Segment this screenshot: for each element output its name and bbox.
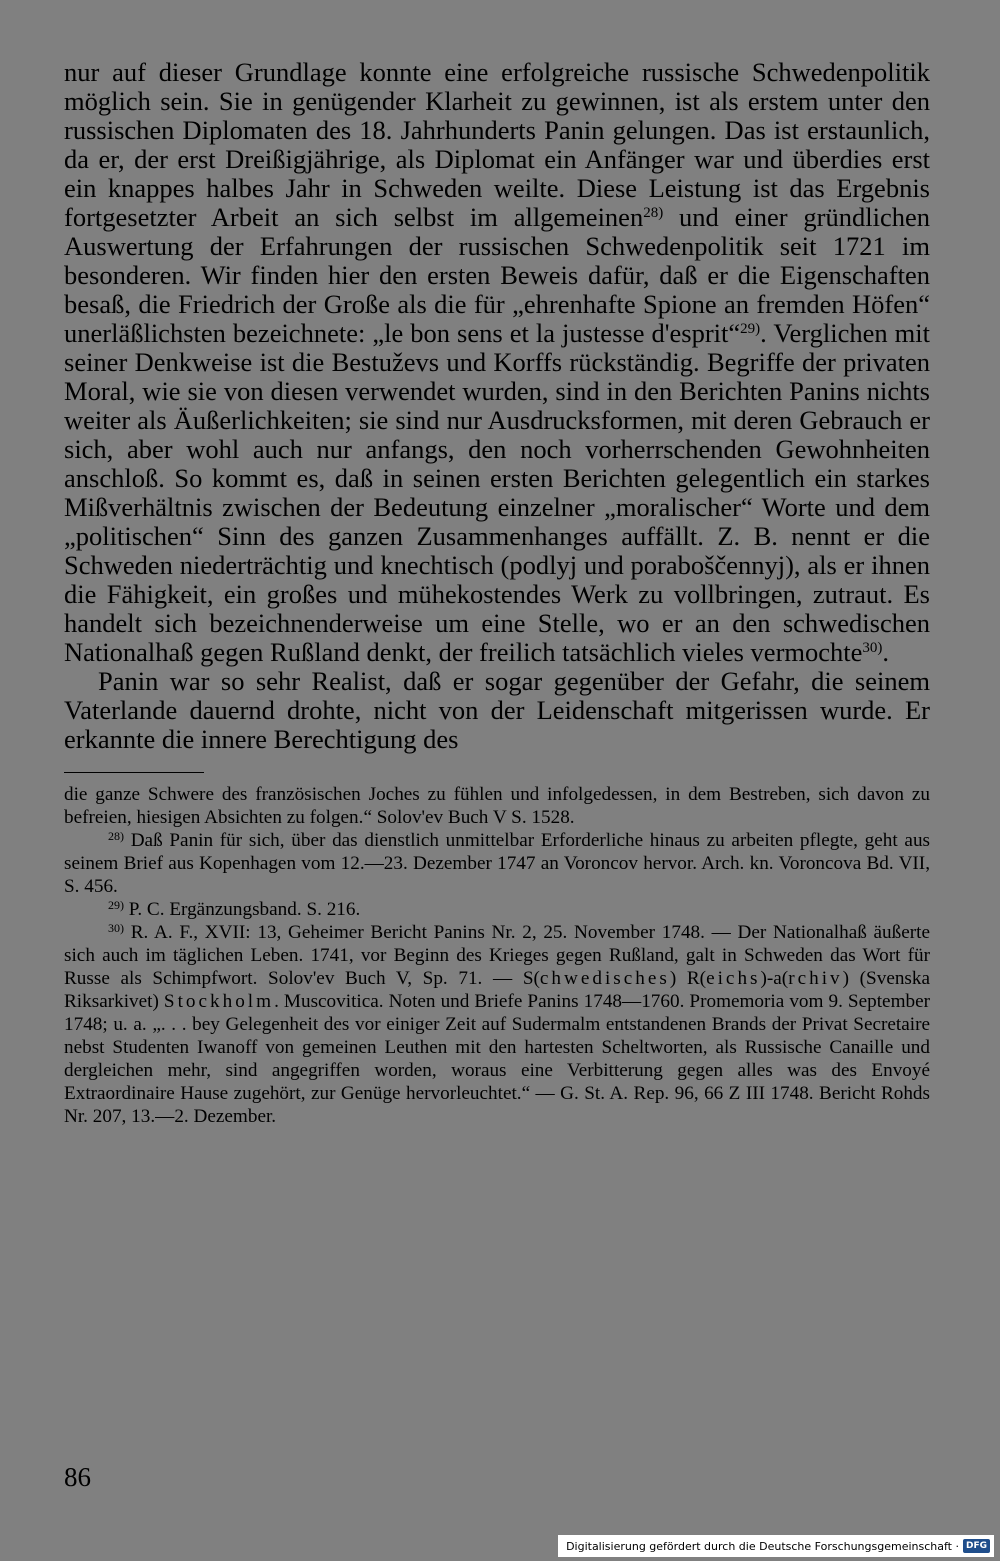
paragraph-text: und einer gründlichen Auswertung der Erfahrungen der russischen Schwedenpolitik seit 1721 im besonderen. Wir finden hier den ersten Beweis dafür, daß er die Eigenschaften besaß, die Friedrich der Große als die für „ehrenhafte Spione an fremden Höfen“ unerläßlichsten bezeichnete: „le bon sens et la justesse d'esprit“ xyxy=(64,202,930,348)
paragraph: Panin war so sehr Realist, daß er sogar gegenüber der Gefahr, die seinem Vaterlande dauernd drohte, nicht von der Leidenschaft mitgerissen wurde. Er erkannte die innere Berechtigung des xyxy=(64,666,930,754)
spaced-text: Stockholm xyxy=(163,991,275,1012)
footnote-29 xyxy=(64,898,930,921)
page-content xyxy=(64,58,930,1128)
footnote-28 xyxy=(64,829,930,898)
spaced-text: chwedisches xyxy=(539,968,670,989)
footnote-text: )-a( xyxy=(760,968,789,989)
footnote-text: ) R( xyxy=(669,968,707,989)
footnote-divider xyxy=(64,772,204,773)
dfg-logo-icon: DFG xyxy=(963,1539,990,1553)
spaced-text: rchiv xyxy=(788,968,843,989)
spaced-text: eichs xyxy=(706,968,761,989)
footnote-30 xyxy=(64,921,930,1128)
footnote-reference: 28) xyxy=(643,205,664,221)
footnote-continuation: die ganze Schwere des französischen Joches zu fühlen und infolgedessen, in dem Bestreben, sich davon zu befreien, hiesigen Absichten zu folgen.“ Solov'ev Buch V S. 1528. xyxy=(64,784,930,828)
footnote-reference: 30) xyxy=(862,640,883,656)
footnote-text: . Muscovitica. Noten und Briefe Panins 1748—1760. Promemoria vom 9. September 1748; u. a. „. . . bey Gelegenheit des vor einiger Zeit auf Sudermalm entstandenen Brands der Privat Secretaire nebst Studenten Iwanoff von gemeinen Leuthen mit den hartesten Scheltworten, als Russische Canaille und dergleichen mehr, sind angegriffen worden, woraus eine Verbitterung gegen alles was des Envoyé Extraordinaire Hause zugehört, zur Genüge hervorleuchtet.“ — G. St. A. Rep. 96, 66 Z III 1748. Bericht Rohds Nr. 207, 13.—2. Dezember. xyxy=(64,991,930,1127)
footnote-text: P. C. Ergänzungsband. S. 216. xyxy=(124,899,361,920)
paragraph-text: nur auf dieser Grundlage konnte eine erfolgreiche russische Schwedenpolitik möglich sein. Sie in genügender Klarheit zu gewinnen, ist als erstem unter den russischen Diplomaten des 18. Jahrhunderts Panin gelungen. Das ist erstaunlich, da er, der erst Dreißigjährige, als Diplomat ein Anfänger war und überdies erst ein knappes halbes Jahr in Schweden weilte. Diese Leistung ist das Ergebnis fortgesetzter Arbeit an sich selbst im allgemeinen xyxy=(64,57,930,232)
footnote-text: Daß Panin für sich, über das dienstlich unmittelbar Erforderliche hinaus zu arbeiten pflegte, geht aus seinem Brief aus Kopenhagen vom 12.—23. Dezember 1747 an Voroncov hervor. Arch. kn. Voroncova Bd. VII, S. 456. xyxy=(64,830,930,897)
digitization-credit xyxy=(558,1535,994,1557)
footnote-text: ) (Svenska Riksarkivet) xyxy=(64,968,931,1012)
footnotes xyxy=(64,783,930,1128)
paragraph-text: . Verglichen mit seiner Denkweise ist die Bestuževs und Korffs rückständig. Begriffe der privaten Moral, wie sie von diesen verwendet wurden, sind in den Berichten Panins nichts weiter als Äußerlichkeiten; sie sind nur Ausdrucksformen, mit deren Gebrauch er sich, aber wohl auch nur anfangs, den noch vorherrschenden Gewohnheiten anschloß. So kommt es, daß in seinen ersten Berichten gelegentlich ein starkes Mißverhältnis zwischen der Bedeutung einzelner „moralischer“ Worte und dem „politischen“ Sinn des ganzen Zusammenhanges auffällt. Z. B. nennt er die Schweden niederträchtig und knechtisch (podlyj und poraboščennyj), als er ihnen die Fähigkeit, ein großes und mühekostendes Werk zu vollbringen, zutraut. Es handelt sich bezeichnenderweise um eine Stelle, wo er an den schwedischen Nationalhaß gegen Rußland denkt, der freilich tatsächlich vieles vermochte xyxy=(64,318,931,667)
footnote-mark: 30) xyxy=(108,921,124,935)
paragraph-text: . xyxy=(882,637,890,667)
page-number: 86 xyxy=(64,1462,91,1492)
footnote-reference: 29) xyxy=(740,321,761,337)
footnote-mark: 28) xyxy=(108,829,124,843)
footnote-mark: 29) xyxy=(108,898,124,912)
main-text xyxy=(64,58,930,754)
paragraph xyxy=(64,58,930,667)
footnote-text: R. A. F., XVII: 13, Geheimer Bericht Panins Nr. 2, 25. November 1748. — Der Nationalhaß äußerte sich auch im täglichen Leben. 1741, vor Beginn des Krieges gegen Rußland, galt in Schweden das Wort für Russe als Schimpfwort. Solov'ev Buch V, Sp. 71. — S( xyxy=(64,922,930,989)
credit-text: Digitalisierung gefördert durch die Deutsche Forschungsgemeinschaft · xyxy=(566,1539,959,1553)
